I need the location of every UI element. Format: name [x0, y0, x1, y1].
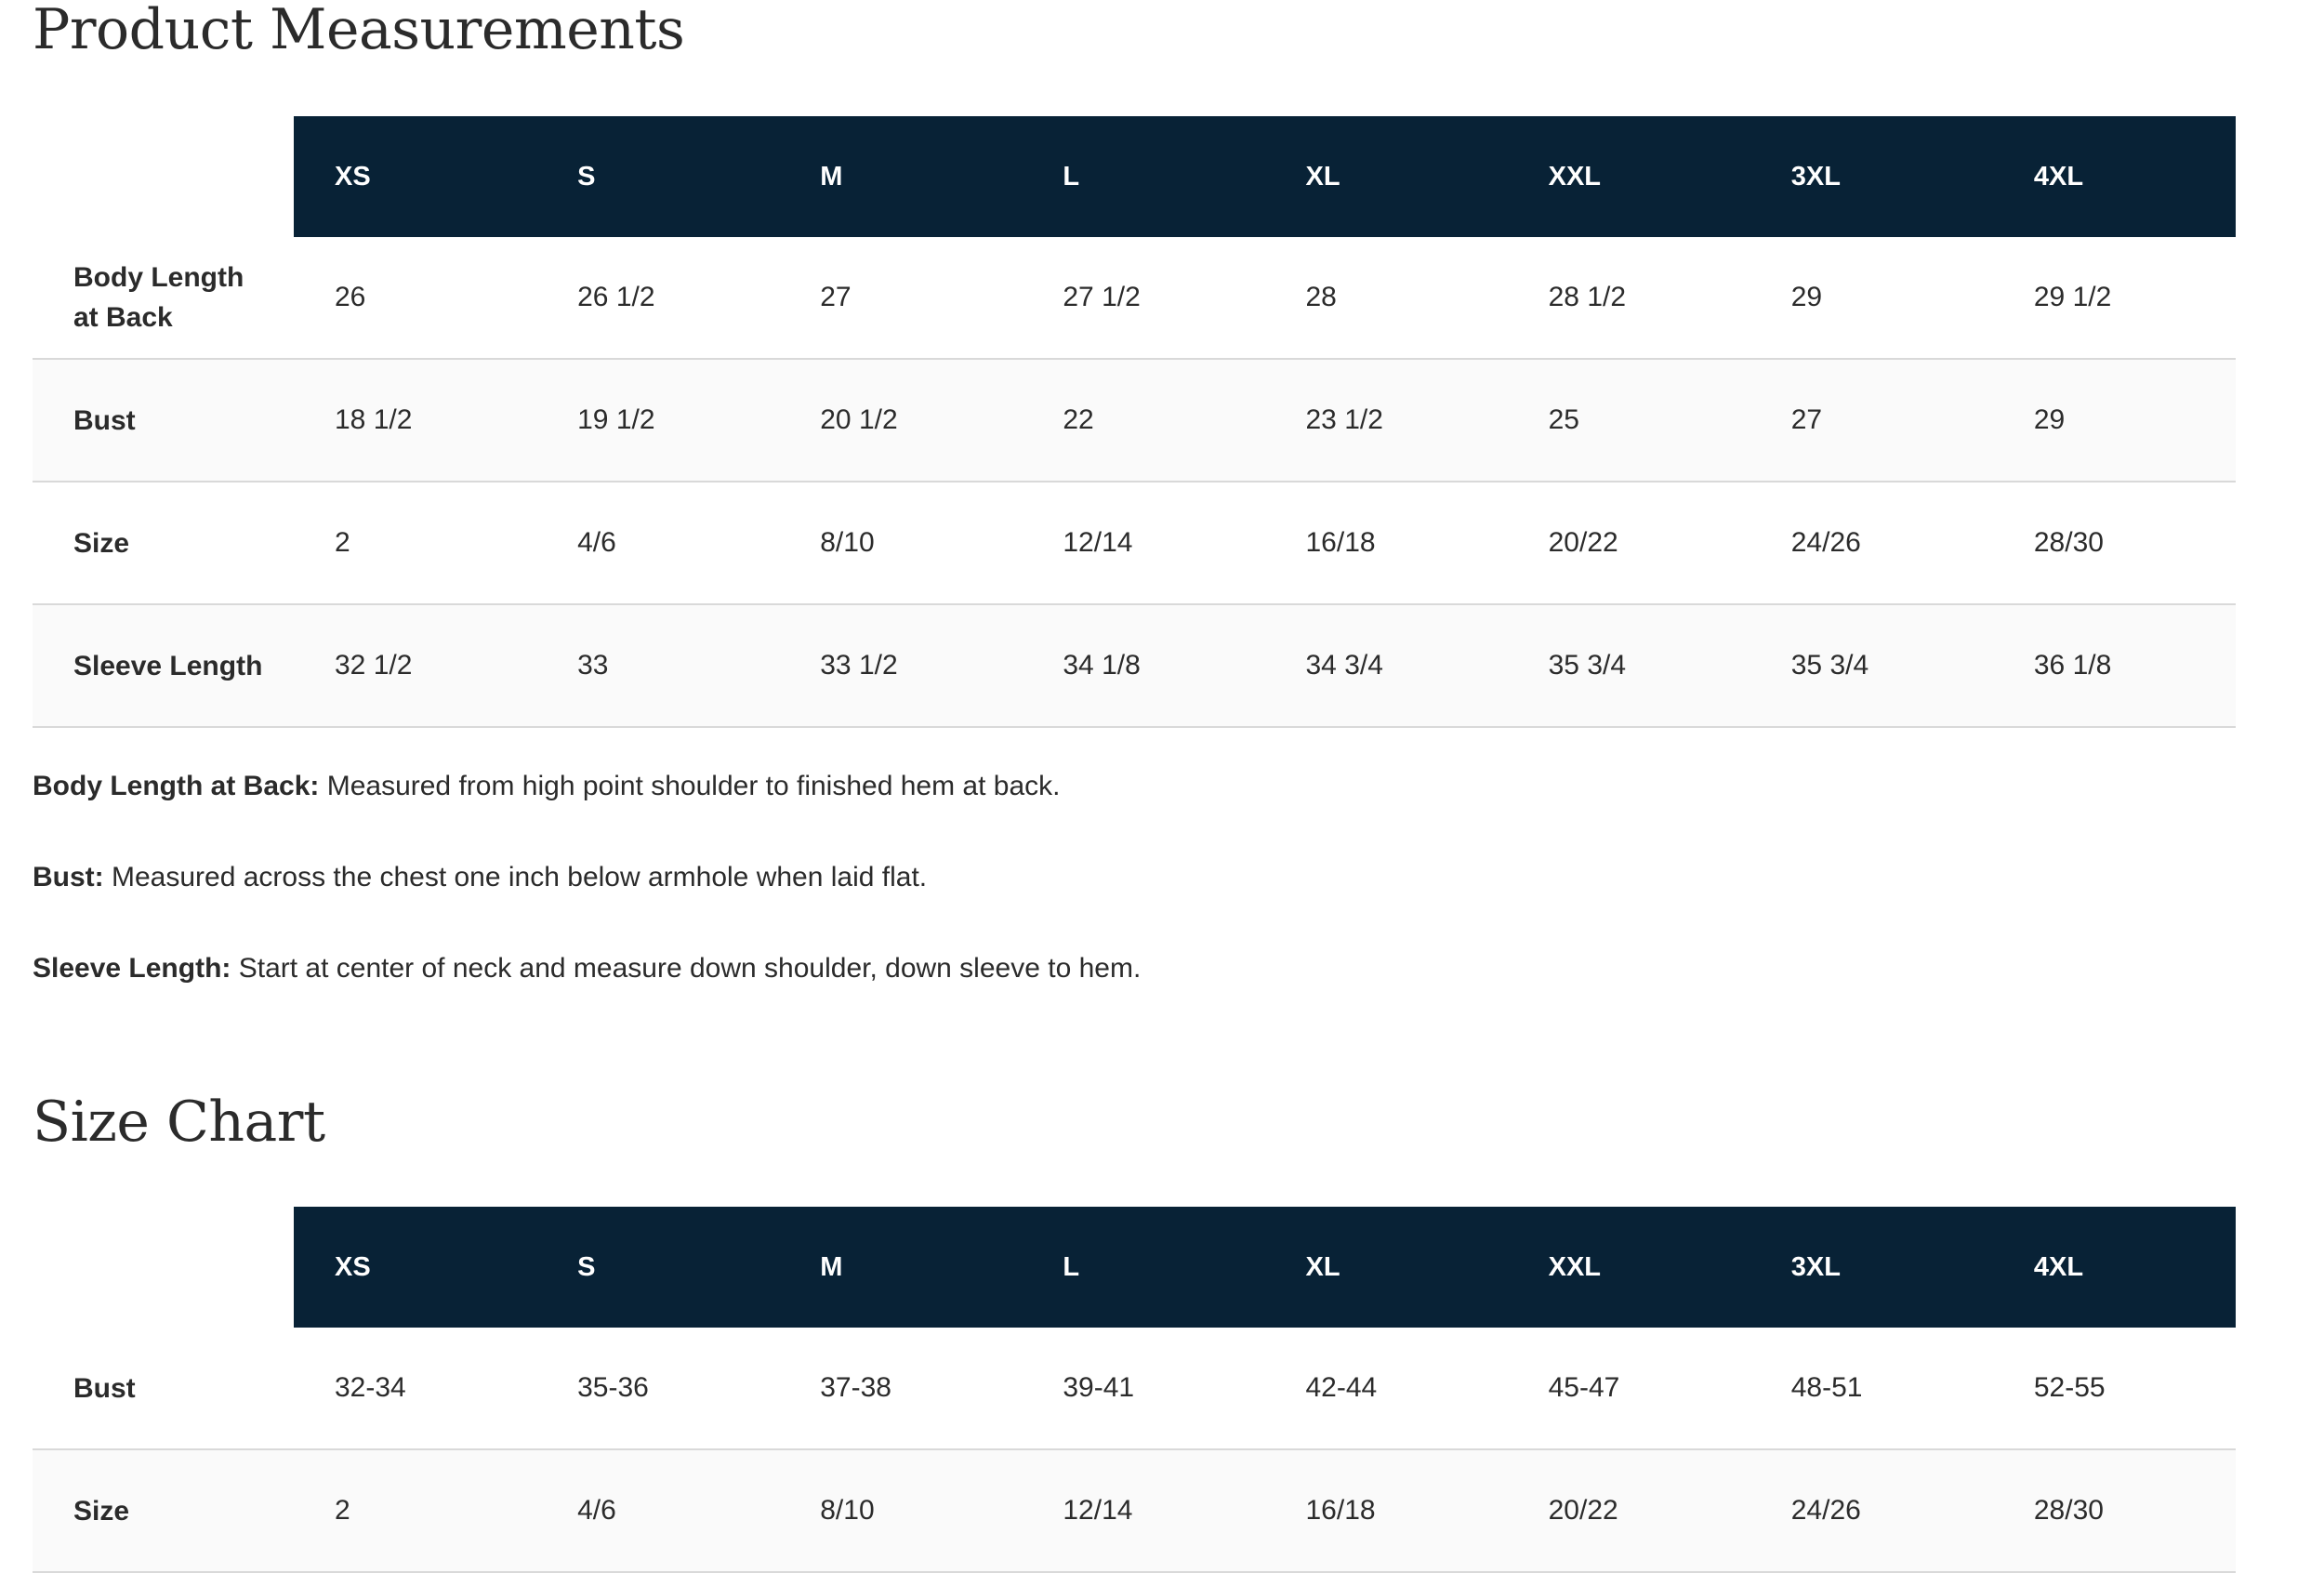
table-row: [33, 359, 2236, 482]
row-label-body-length: Body Length at Back: [33, 237, 294, 359]
table-cell: 42-44: [1265, 1328, 1508, 1449]
table-cell: 34 1/8: [1022, 604, 1264, 727]
table-cell: 33: [536, 604, 779, 727]
table-cell: 29 1/2: [1993, 237, 2236, 359]
table-cell: 4/6: [536, 482, 779, 604]
table-cell: 20/22: [1508, 482, 1750, 604]
note-bust: [33, 855, 2236, 900]
table-cell: 27: [1750, 359, 1993, 482]
table-cell: 28 1/2: [1508, 237, 1750, 359]
product-measurements-table: [33, 116, 2236, 728]
table-cell: 26 1/2: [536, 237, 779, 359]
note-body-length: [33, 764, 2236, 809]
row-label-size: Size: [33, 1449, 294, 1572]
size-chart-title: Size Chart: [33, 1090, 325, 1155]
table-cell: 28: [1265, 237, 1508, 359]
note-text: Measured from high point shoulder to finished hem at back.: [319, 771, 1061, 801]
row-label-bust: Bust: [33, 359, 294, 482]
table-cell: 32 1/2: [294, 604, 536, 727]
row-label-sleeve-length: Sleeve Length: [33, 604, 294, 727]
header-cell-xl: XL: [1265, 1207, 1508, 1328]
table-cell: 8/10: [779, 482, 1022, 604]
table-cell: 27: [779, 237, 1022, 359]
table-cell: 16/18: [1265, 1449, 1508, 1572]
table-cell: 19 1/2: [536, 359, 779, 482]
note-text: Measured across the chest one inch below armhole when laid flat.: [103, 862, 928, 892]
table-cell: 28/30: [1993, 482, 2236, 604]
size-chart-table: [33, 1207, 2236, 1573]
table-cell: 26: [294, 237, 536, 359]
header-corner-cell: [33, 1207, 294, 1328]
note-text: Start at center of neck and measure down shoulder, down sleeve to hem.: [231, 953, 1142, 984]
size-chart-header: [33, 1207, 2236, 1328]
header-cell-m: M: [779, 116, 1022, 237]
table-cell: 16/18: [1265, 482, 1508, 604]
row-label-bust: Bust: [33, 1328, 294, 1449]
table-cell: 23 1/2: [1265, 359, 1508, 482]
header-cell-xs: XS: [294, 1207, 536, 1328]
header-cell-l: L: [1022, 116, 1264, 237]
table-row: [33, 482, 2236, 604]
header-cell-xl: XL: [1265, 116, 1508, 237]
table-cell: 18 1/2: [294, 359, 536, 482]
header-row: [33, 116, 2236, 237]
header-cell-3xl: 3XL: [1750, 1207, 1993, 1328]
table-row: [33, 604, 2236, 727]
table-row: [33, 237, 2236, 359]
note-sleeve-length: [33, 946, 2236, 991]
table-cell: 12/14: [1022, 1449, 1264, 1572]
note-term: Body Length at Back:: [33, 771, 320, 801]
table-cell: 45-47: [1508, 1328, 1750, 1449]
note-term: Bust:: [33, 862, 104, 892]
measurement-notes: [33, 764, 2236, 1038]
table-cell: 52-55: [1993, 1328, 2236, 1449]
table-cell: 32-34: [294, 1328, 536, 1449]
table-cell: 20/22: [1508, 1449, 1750, 1572]
header-cell-m: M: [779, 1207, 1022, 1328]
table-cell: 24/26: [1750, 482, 1993, 604]
table-cell: 28/30: [1993, 1449, 2236, 1572]
table-cell: 20 1/2: [779, 359, 1022, 482]
table-cell: 4/6: [536, 1449, 779, 1572]
table-cell: 39-41: [1022, 1328, 1264, 1449]
table-cell: 35-36: [536, 1328, 779, 1449]
table-cell: 24/26: [1750, 1449, 1993, 1572]
product-measurements-title: Product Measurements: [33, 0, 685, 62]
table-row: [33, 1328, 2236, 1449]
table-cell: 34 3/4: [1265, 604, 1508, 727]
table-cell: 37-38: [779, 1328, 1022, 1449]
header-cell-l: L: [1022, 1207, 1264, 1328]
table-cell: 12/14: [1022, 482, 1264, 604]
header-cell-xxl: XXL: [1508, 1207, 1750, 1328]
table-cell: 25: [1508, 359, 1750, 482]
table-cell: 48-51: [1750, 1328, 1993, 1449]
header-cell-xxl: XXL: [1508, 116, 1750, 237]
table-cell: 29: [1750, 237, 1993, 359]
product-measurements-header: [33, 116, 2236, 237]
table-cell: 29: [1993, 359, 2236, 482]
table-row: [33, 1449, 2236, 1572]
table-cell: 2: [294, 482, 536, 604]
table-cell: 22: [1022, 359, 1264, 482]
table-cell: 33 1/2: [779, 604, 1022, 727]
table-cell: 36 1/8: [1993, 604, 2236, 727]
table-cell: 35 3/4: [1750, 604, 1993, 727]
header-cell-s: S: [536, 1207, 779, 1328]
header-cell-xs: XS: [294, 116, 536, 237]
header-cell-4xl: 4XL: [1993, 1207, 2236, 1328]
note-term: Sleeve Length:: [33, 953, 231, 984]
table-cell: 35 3/4: [1508, 604, 1750, 727]
row-label-size: Size: [33, 482, 294, 604]
table-cell: 8/10: [779, 1449, 1022, 1572]
table-cell: 27 1/2: [1022, 237, 1264, 359]
header-cell-3xl: 3XL: [1750, 116, 1993, 237]
header-cell-s: S: [536, 116, 779, 237]
header-cell-4xl: 4XL: [1993, 116, 2236, 237]
header-row: [33, 1207, 2236, 1328]
table-cell: 2: [294, 1449, 536, 1572]
header-corner-cell: [33, 116, 294, 237]
